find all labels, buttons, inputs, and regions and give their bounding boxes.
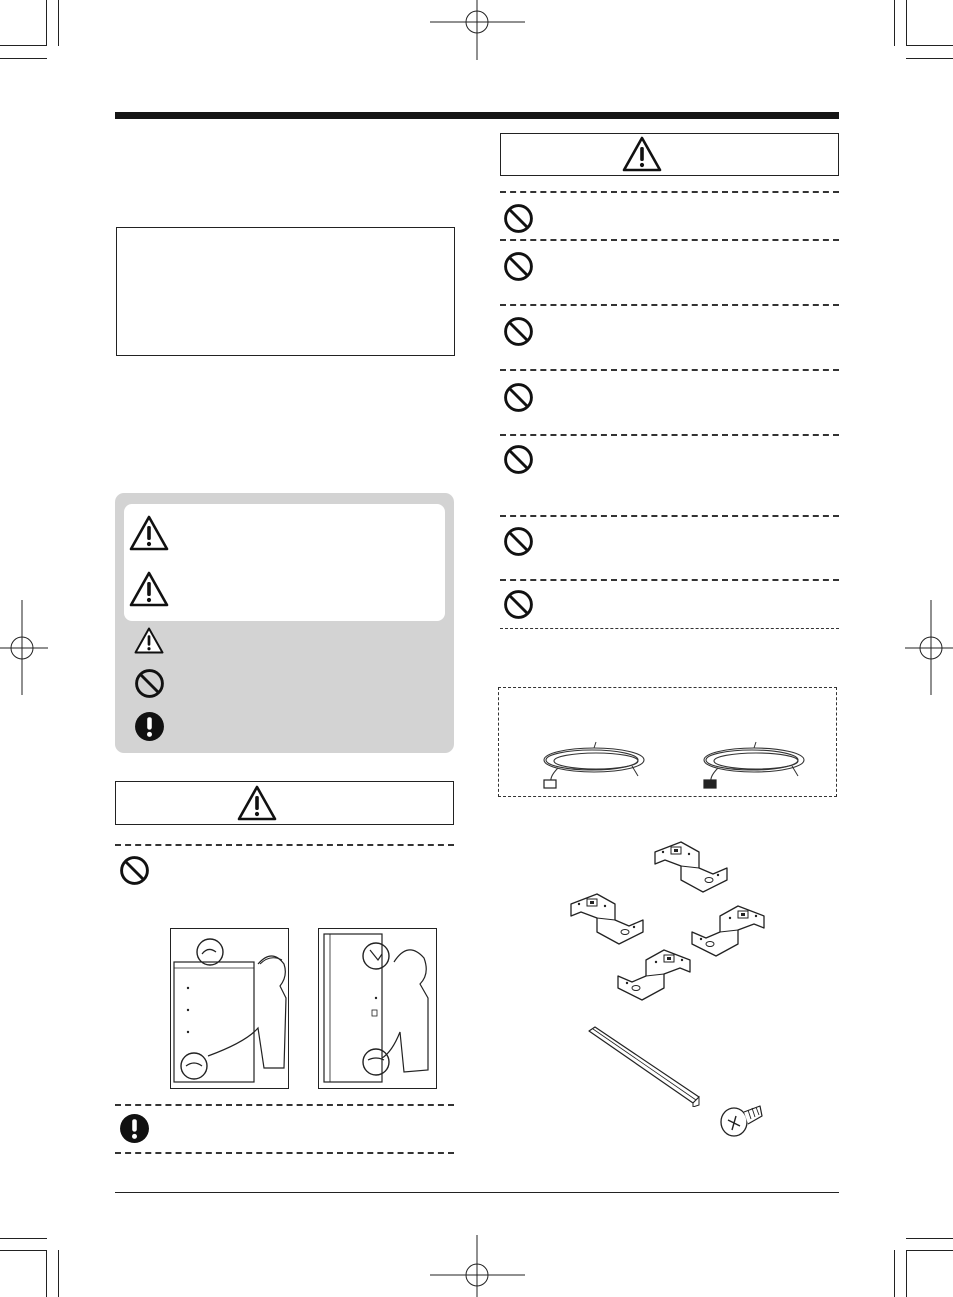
illustration-lifting-panel-front bbox=[170, 928, 289, 1089]
section-heading-bar bbox=[115, 112, 839, 119]
divider bbox=[500, 515, 839, 517]
prohibition-icon bbox=[503, 444, 534, 475]
registration-mark-top bbox=[430, 0, 525, 62]
prohibition-icon bbox=[503, 589, 534, 620]
prohibition-icon bbox=[503, 526, 534, 557]
prohibition-icon bbox=[503, 316, 534, 347]
illustration-lifting-panel-side bbox=[318, 928, 437, 1089]
divider bbox=[115, 844, 454, 846]
registration-mark-bottom bbox=[430, 1235, 525, 1297]
bracket-icon bbox=[567, 892, 647, 952]
rod-icon bbox=[585, 1025, 703, 1107]
warning-header-box-left bbox=[115, 781, 454, 825]
prohibition-icon bbox=[503, 251, 534, 282]
cable-icon bbox=[696, 738, 808, 790]
divider bbox=[500, 191, 839, 193]
prohibition-icon bbox=[119, 855, 150, 886]
divider bbox=[500, 579, 839, 581]
warning-header-box-right bbox=[500, 133, 839, 176]
registration-mark-left bbox=[0, 600, 48, 695]
bracket-icon bbox=[614, 948, 694, 1008]
bracket-icon bbox=[651, 840, 731, 900]
divider bbox=[500, 304, 839, 306]
bracket-icon bbox=[688, 904, 768, 964]
warning-triangle-icon bbox=[622, 136, 662, 172]
divider bbox=[500, 628, 839, 629]
cable-icon bbox=[536, 738, 648, 790]
warning-triangle-icon bbox=[237, 785, 277, 821]
prohibition-icon bbox=[503, 203, 534, 234]
mandatory-exclamation-icon bbox=[134, 711, 165, 742]
note-box bbox=[116, 227, 455, 356]
divider bbox=[500, 434, 839, 436]
divider bbox=[115, 1104, 454, 1106]
divider bbox=[500, 239, 839, 241]
small-warning-triangle-icon bbox=[134, 627, 164, 654]
footer-rule bbox=[115, 1192, 839, 1193]
warning-triangle-icon bbox=[129, 571, 169, 607]
caution-legend-inner bbox=[124, 504, 445, 621]
screw-icon bbox=[718, 1098, 764, 1140]
warning-triangle-icon bbox=[129, 515, 169, 551]
prohibition-icon bbox=[134, 668, 165, 699]
divider bbox=[115, 1152, 454, 1154]
prohibition-icon bbox=[503, 382, 534, 413]
divider bbox=[500, 369, 839, 371]
registration-mark-right bbox=[905, 600, 953, 695]
mandatory-exclamation-icon bbox=[119, 1113, 150, 1144]
